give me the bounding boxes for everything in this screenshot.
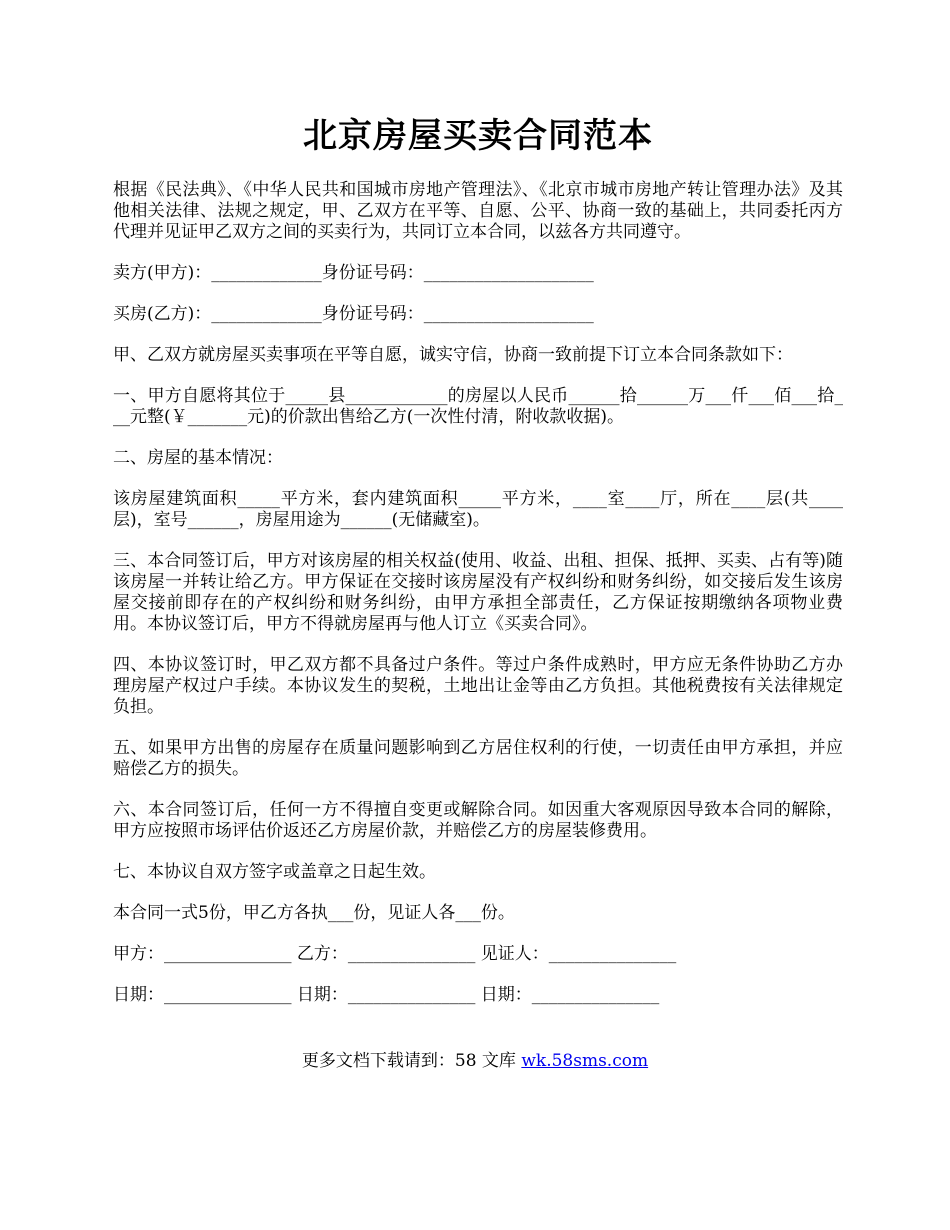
footer — [0, 1050, 950, 1072]
clause-3: 三、本合同签订后，甲方对该房屋的相关权益(使用、收益、出租、担保、抵押、买卖、占有等)随该房屋一并转让给乙方。甲方保证在交接时该房屋没有产权纠纷和财务纠纷，如交接后发生该房屋交接前即存在的产权纠纷和财务纠纷，由甲方承担全部责任，乙方保证按期缴纳各项物业费用。本协议签订后，甲方不得就房屋再与他人订立《买卖合同》。 — [113, 551, 843, 634]
clause-1: 一、甲方自愿将其位于_____县____________的房屋以人民币______拾______万___仟___佰___拾___元整(￥_______元)的价款出售给乙方(一次性付清，附收款收据)。 — [113, 386, 843, 427]
clause-5: 五、如果甲方出售的房屋存在质量问题影响到乙方居住权利的行使，一切责任由甲方承担，并应赔偿乙方的损失。 — [113, 738, 843, 779]
clause-4: 四、本协议签订时，甲乙双方都不具备过户条件。等过户条件成熟时，甲方应无条件协助乙方办理房屋产权过户手续。本协议发生的契税，土地出让金等由乙方负担。其他税费按有关法律规定负担。 — [113, 655, 843, 717]
house-details: 该房屋建筑面积_____平方米，套内建筑面积_____平方米，____室____厅，所在____层(共____层)，室号______，房屋用途为______(无储藏室)。 — [113, 489, 843, 530]
date-line: 日期：_______________ 日期：_______________ 日期：_______________ — [113, 985, 660, 1005]
preamble-paragraph: 根据《民法典》、《中华人民共和国城市房地产管理法》、《北京市城市房地产转让管理办法》及其他相关法律、法规之规定，甲、乙双方在平等、自愿、公平、协商一致的基础上，共同委托丙方代理并见证甲乙双方之间的买卖行为，共同订立本合同，以兹各方共同遵守。 — [113, 180, 843, 242]
clause-7: 七、本协议自双方签字或盖章之日起生效。 — [113, 862, 436, 882]
intro-line: 甲、乙双方就房屋买卖事项在平等自愿，诚实守信，协商一致前提下订立本合同条款如下： — [113, 345, 793, 365]
seller-line: 卖方(甲方)：_____________身份证号码：____________________ — [113, 263, 594, 283]
clause-2-heading: 二、房屋的基本情况： — [113, 448, 283, 468]
document-page — [113, 110, 843, 1026]
buyer-line: 买房(乙方)：_____________身份证号码：____________________ — [113, 304, 594, 324]
footer-link[interactable]: wk.58sms.com — [521, 1051, 649, 1071]
document-title: 北京房屋买卖合同范本 — [303, 116, 653, 156]
signature-line: 甲方：_______________ 乙方：_______________ 见证人：_______________ — [113, 944, 677, 964]
clause-6: 六、本合同签订后，任何一方不得擅自变更或解除合同。如因重大客观原因导致本合同的解除，甲方应按照市场评估价返还乙方房屋价款，并赔偿乙方的房屋装修费用。 — [113, 800, 843, 841]
copies-line: 本合同一式5份，甲乙方各执___份，见证人各___份。 — [113, 903, 515, 923]
footer-text: 更多文档下载请到：58 文库 — [301, 1051, 522, 1071]
